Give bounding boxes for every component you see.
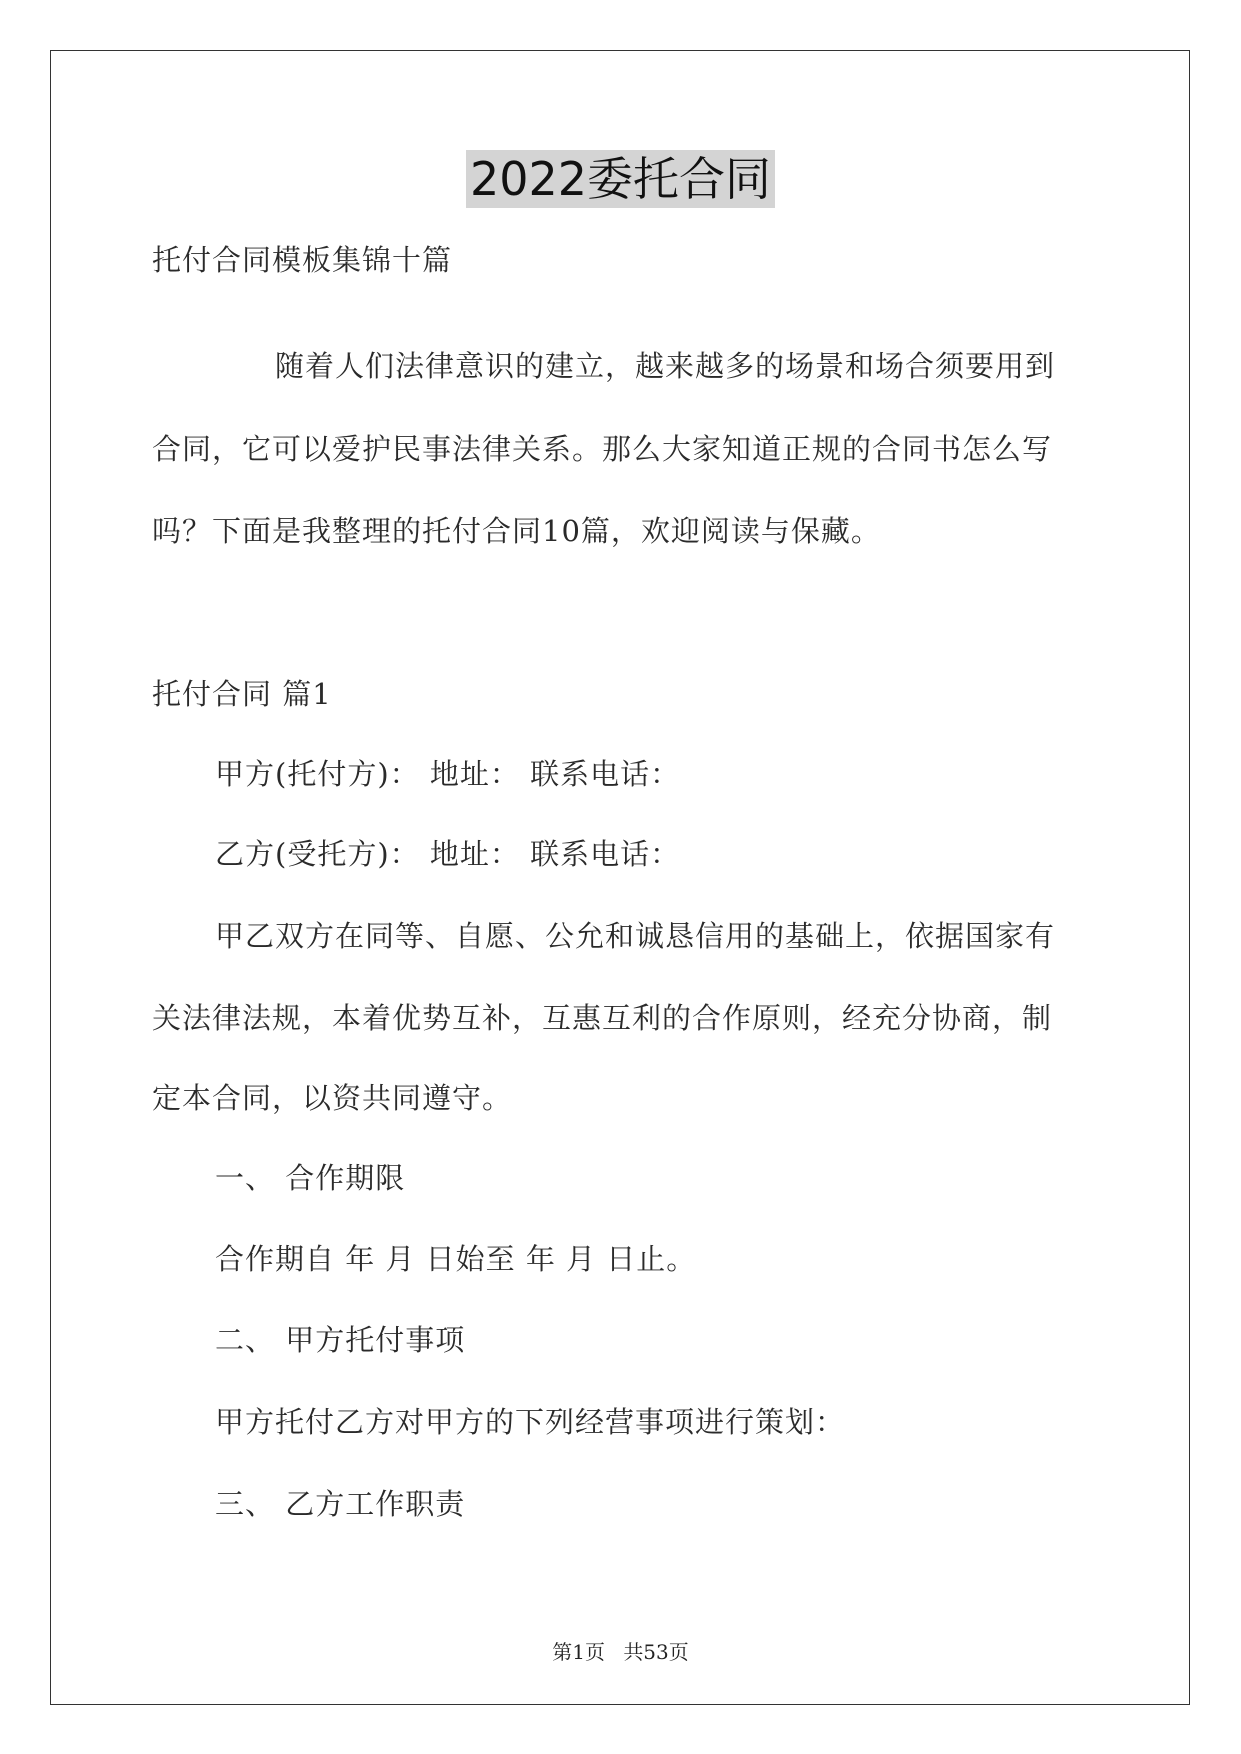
preamble-line-1: 甲乙双方在同等、自愿、公允和诚恳信用的基础上，依据国家有 [215,919,1056,953]
preamble-line-3: 定本合同，以资共同遵守。 [152,1081,513,1115]
intro-line-1: 随着人们法律意识的建立，越来越多的场景和场合须要用到 [275,349,1056,383]
clause-2-text: 甲方托付乙方对甲方的下列经营事项进行策划： [215,1405,846,1439]
party-a-line: 甲方(托付方)： 地址： 联系电话： [215,757,681,791]
clause-1-text: 合作期自 年 月 日始至 年 月 日止。 [215,1242,697,1276]
page-border [50,50,1190,1705]
clause-1-heading: 一、 合作期限 [215,1161,406,1195]
document-title-wrap [0,150,1241,208]
intro-line-2: 合同，它可以爱护民事法律关系。那么大家知道正规的合同书怎么写 [152,432,1053,466]
clause-2-heading: 二、 甲方托付事项 [215,1323,466,1357]
intro-line-3: 吗？下面是我整理的托付合同10篇，欢迎阅读与保藏。 [152,514,881,548]
clause-3-heading: 三、 乙方工作职责 [215,1487,466,1521]
page-footer [0,1636,1241,1665]
subtitle: 托付合同模板集锦十篇 [152,243,453,277]
section-heading: 托付合同 篇1 [152,677,332,711]
page-number: 第1页 [552,1640,605,1664]
document-title: 2022委托合同 [466,150,775,208]
preamble-line-2: 关法律法规，本着优势互补，互惠互利的合作原则，经充分协商，制 [152,1001,1053,1035]
party-b-line: 乙方(受托方)： 地址： 联系电话： [215,837,681,871]
page-total: 共53页 [623,1640,689,1664]
